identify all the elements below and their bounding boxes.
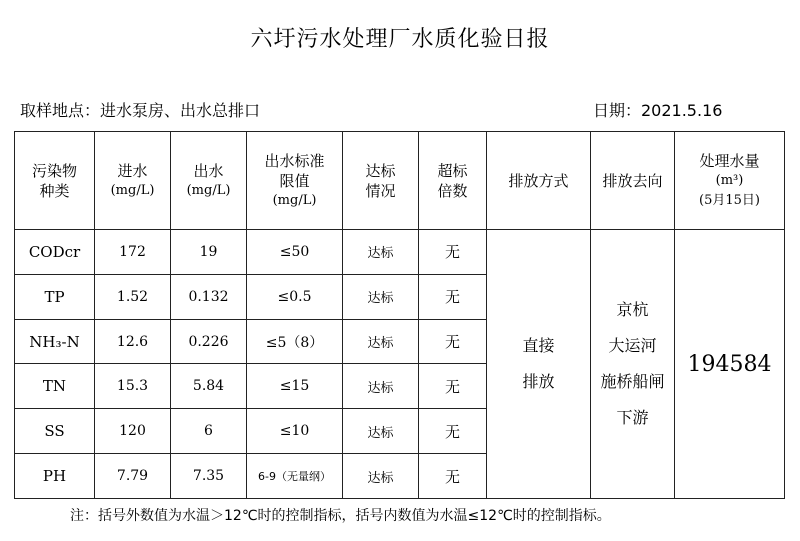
- standard-limit: ≤15: [247, 364, 343, 409]
- header-standard: 出水标准 限值 (mg/L): [247, 132, 343, 230]
- outflow-value: 19: [171, 230, 247, 275]
- status-value: 达标: [343, 274, 419, 319]
- exceed-value: 无: [419, 230, 487, 275]
- status-value: 达标: [343, 409, 419, 454]
- header-status: 达标 情况: [343, 132, 419, 230]
- discharge-destination-cell: 京杭 大运河 施桥船闸 下游: [591, 230, 675, 499]
- standard-limit: 6-9（无量纲）: [247, 454, 343, 499]
- header-outflow: 出水 (mg/L): [171, 132, 247, 230]
- status-value: 达标: [343, 319, 419, 364]
- pollutant-name: CODcr: [15, 230, 95, 275]
- pollutant-name: TN: [15, 364, 95, 409]
- inflow-value: 1.52: [95, 274, 171, 319]
- exceed-value: 无: [419, 454, 487, 499]
- outflow-value: 6: [171, 409, 247, 454]
- discharge-method-cell: 直接 排放: [487, 230, 591, 499]
- outflow-value: 7.35: [171, 454, 247, 499]
- pollutant-name: NH₃-N: [15, 319, 95, 364]
- header-row: [15, 132, 785, 230]
- status-value: 达标: [343, 454, 419, 499]
- header-discharge-method: 排放方式: [487, 132, 591, 230]
- inflow-value: 12.6: [95, 319, 171, 364]
- standard-limit: ≤50: [247, 230, 343, 275]
- outflow-value: 0.132: [171, 274, 247, 319]
- treated-volume: 194584: [675, 230, 785, 499]
- exceed-value: 无: [419, 364, 487, 409]
- water-quality-table: [14, 131, 785, 499]
- header-inflow: 进水 (mg/L): [95, 132, 171, 230]
- header-exceed: 超标 倍数: [419, 132, 487, 230]
- inflow-value: 120: [95, 409, 171, 454]
- status-value: 达标: [343, 364, 419, 409]
- exceed-value: 无: [419, 409, 487, 454]
- inflow-value: 7.79: [95, 454, 171, 499]
- report-title: 六圩污水处理厂水质化验日报: [250, 27, 550, 52]
- outflow-value: 0.226: [171, 319, 247, 364]
- pollutant-name: SS: [15, 409, 95, 454]
- inflow-value: 172: [95, 230, 171, 275]
- exceed-value: 无: [419, 319, 487, 364]
- report-date: 日期：2021.5.16: [593, 101, 723, 120]
- standard-limit: ≤5（8）: [247, 319, 343, 364]
- pollutant-name: PH: [15, 454, 95, 499]
- standard-limit: ≤0.5: [247, 274, 343, 319]
- sampling-location: 取样地点：进水泵房、出水总排口: [20, 101, 261, 120]
- header-volume: 处理水量 (m³) (5月15日): [675, 132, 785, 230]
- table-row: [15, 230, 785, 275]
- pollutant-name: TP: [15, 274, 95, 319]
- outflow-value: 5.84: [171, 364, 247, 409]
- standard-limit: ≤10: [247, 409, 343, 454]
- inflow-value: 15.3: [95, 364, 171, 409]
- header-pollutant: 污染物 种类: [15, 132, 95, 230]
- exceed-value: 无: [419, 274, 487, 319]
- status-value: 达标: [343, 230, 419, 275]
- header-discharge-destination: 排放去向: [591, 132, 675, 230]
- footnote: 注：括号外数值为水温＞12℃时的控制指标，括号内数值为水温≤12℃时的控制指标。: [70, 508, 611, 524]
